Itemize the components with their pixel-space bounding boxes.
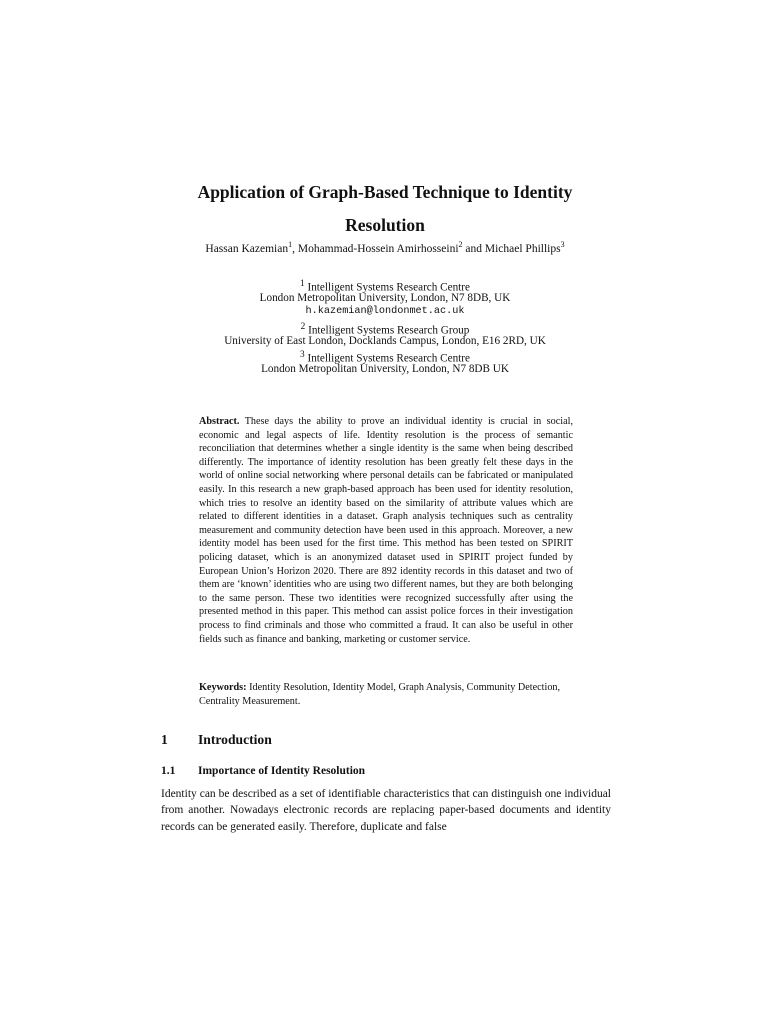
affiliation-3-address: London Metropolitan University, London, N7 8DB UK	[261, 363, 509, 376]
subsection-number: 1.1	[161, 765, 176, 777]
abstract-text: These days the ability to prove an individual identity is crucial in social, economic and legal aspects of life. Identity resolution is the process of semantic reconciliation that determines whether a single identity is the same when being described differently. The importance of identity resolution has been greatly felt these days in the world of online social networking where personal details can be fabricated or manipulated easily. In this research a new graph-based approach has been used for identity resolution, which tries to resolve an identity based on the similarity of attribute values which are related to different identities in a dataset. Graph analysis techniques such as centrality measurement and community detection have been used in this approach. Moreover, a new identity model has been used for the first time. This method has been tested on SPIRIT policing dataset, which is an anonymized dataset used in SPIRIT project funded by European Union’s Horizon 2020. There are 892 identity records in this dataset and two of them are ‘known’ identities who are using two different names, but they are both belonging to the same person. These two identities were recognized successfully after using the presented method in this paper. This method can assist police forces in their investigation process to find criminals and those who committed a fraud. It can also be useful in other fields such as finance and banking, marketing or customer service.	[199, 416, 573, 645]
author-2: Mohammad-Hossein Amirhosseini$^2$ and	[297, 240, 485, 255]
affiliation-2-name: $^2$ Intelligent Systems Research Group	[300, 321, 470, 337]
section-number: 1	[161, 732, 168, 747]
body-paragraph: Identity can be described as a set of identifiable characteristics that can distinguish one individual from another. Nowadays electronic records are replacing paper-based documents and identity records can be generated easily. Therefore, duplicate and false	[161, 788, 611, 833]
section-title: Introduction	[198, 732, 272, 747]
section-heading	[161, 731, 611, 749]
affiliation-1-name: $^1$ Intelligent Systems Research Centre	[300, 279, 470, 294]
keywords-label: Keywords:	[199, 682, 247, 693]
keywords-text: Identity Resolution, Identity Model, Graph Analysis, Community Detection, Centrality Measurement.	[199, 682, 561, 708]
subsection-heading	[161, 763, 611, 779]
affiliations	[140, 277, 630, 376]
affiliation-3-name: $^3$ Intelligent Systems Research Centre	[300, 349, 470, 365]
affiliation-1-email[interactable]: h.kazemian@londonmet.ac.uk	[305, 306, 465, 318]
paper-title: Application of Graph-Based Technique to Identity Resolution	[197, 182, 573, 235]
author-3: Michael Phillips$^3$	[484, 240, 565, 255]
affiliation-2-address: University of East London, Docklands Campus, London, E16 2RD, UK	[224, 334, 546, 347]
abstract-label: Abstract.	[199, 416, 240, 427]
author-list	[140, 241, 630, 257]
keywords	[199, 681, 573, 710]
subsection-title: Importance of Identity Resolution	[198, 765, 366, 777]
author-1: Hassan Kazemian$^1$,	[205, 240, 298, 255]
abstract	[199, 415, 573, 646]
affiliation-1-address: London Metropolitan University, London, N7 8DB, UK	[259, 292, 511, 305]
